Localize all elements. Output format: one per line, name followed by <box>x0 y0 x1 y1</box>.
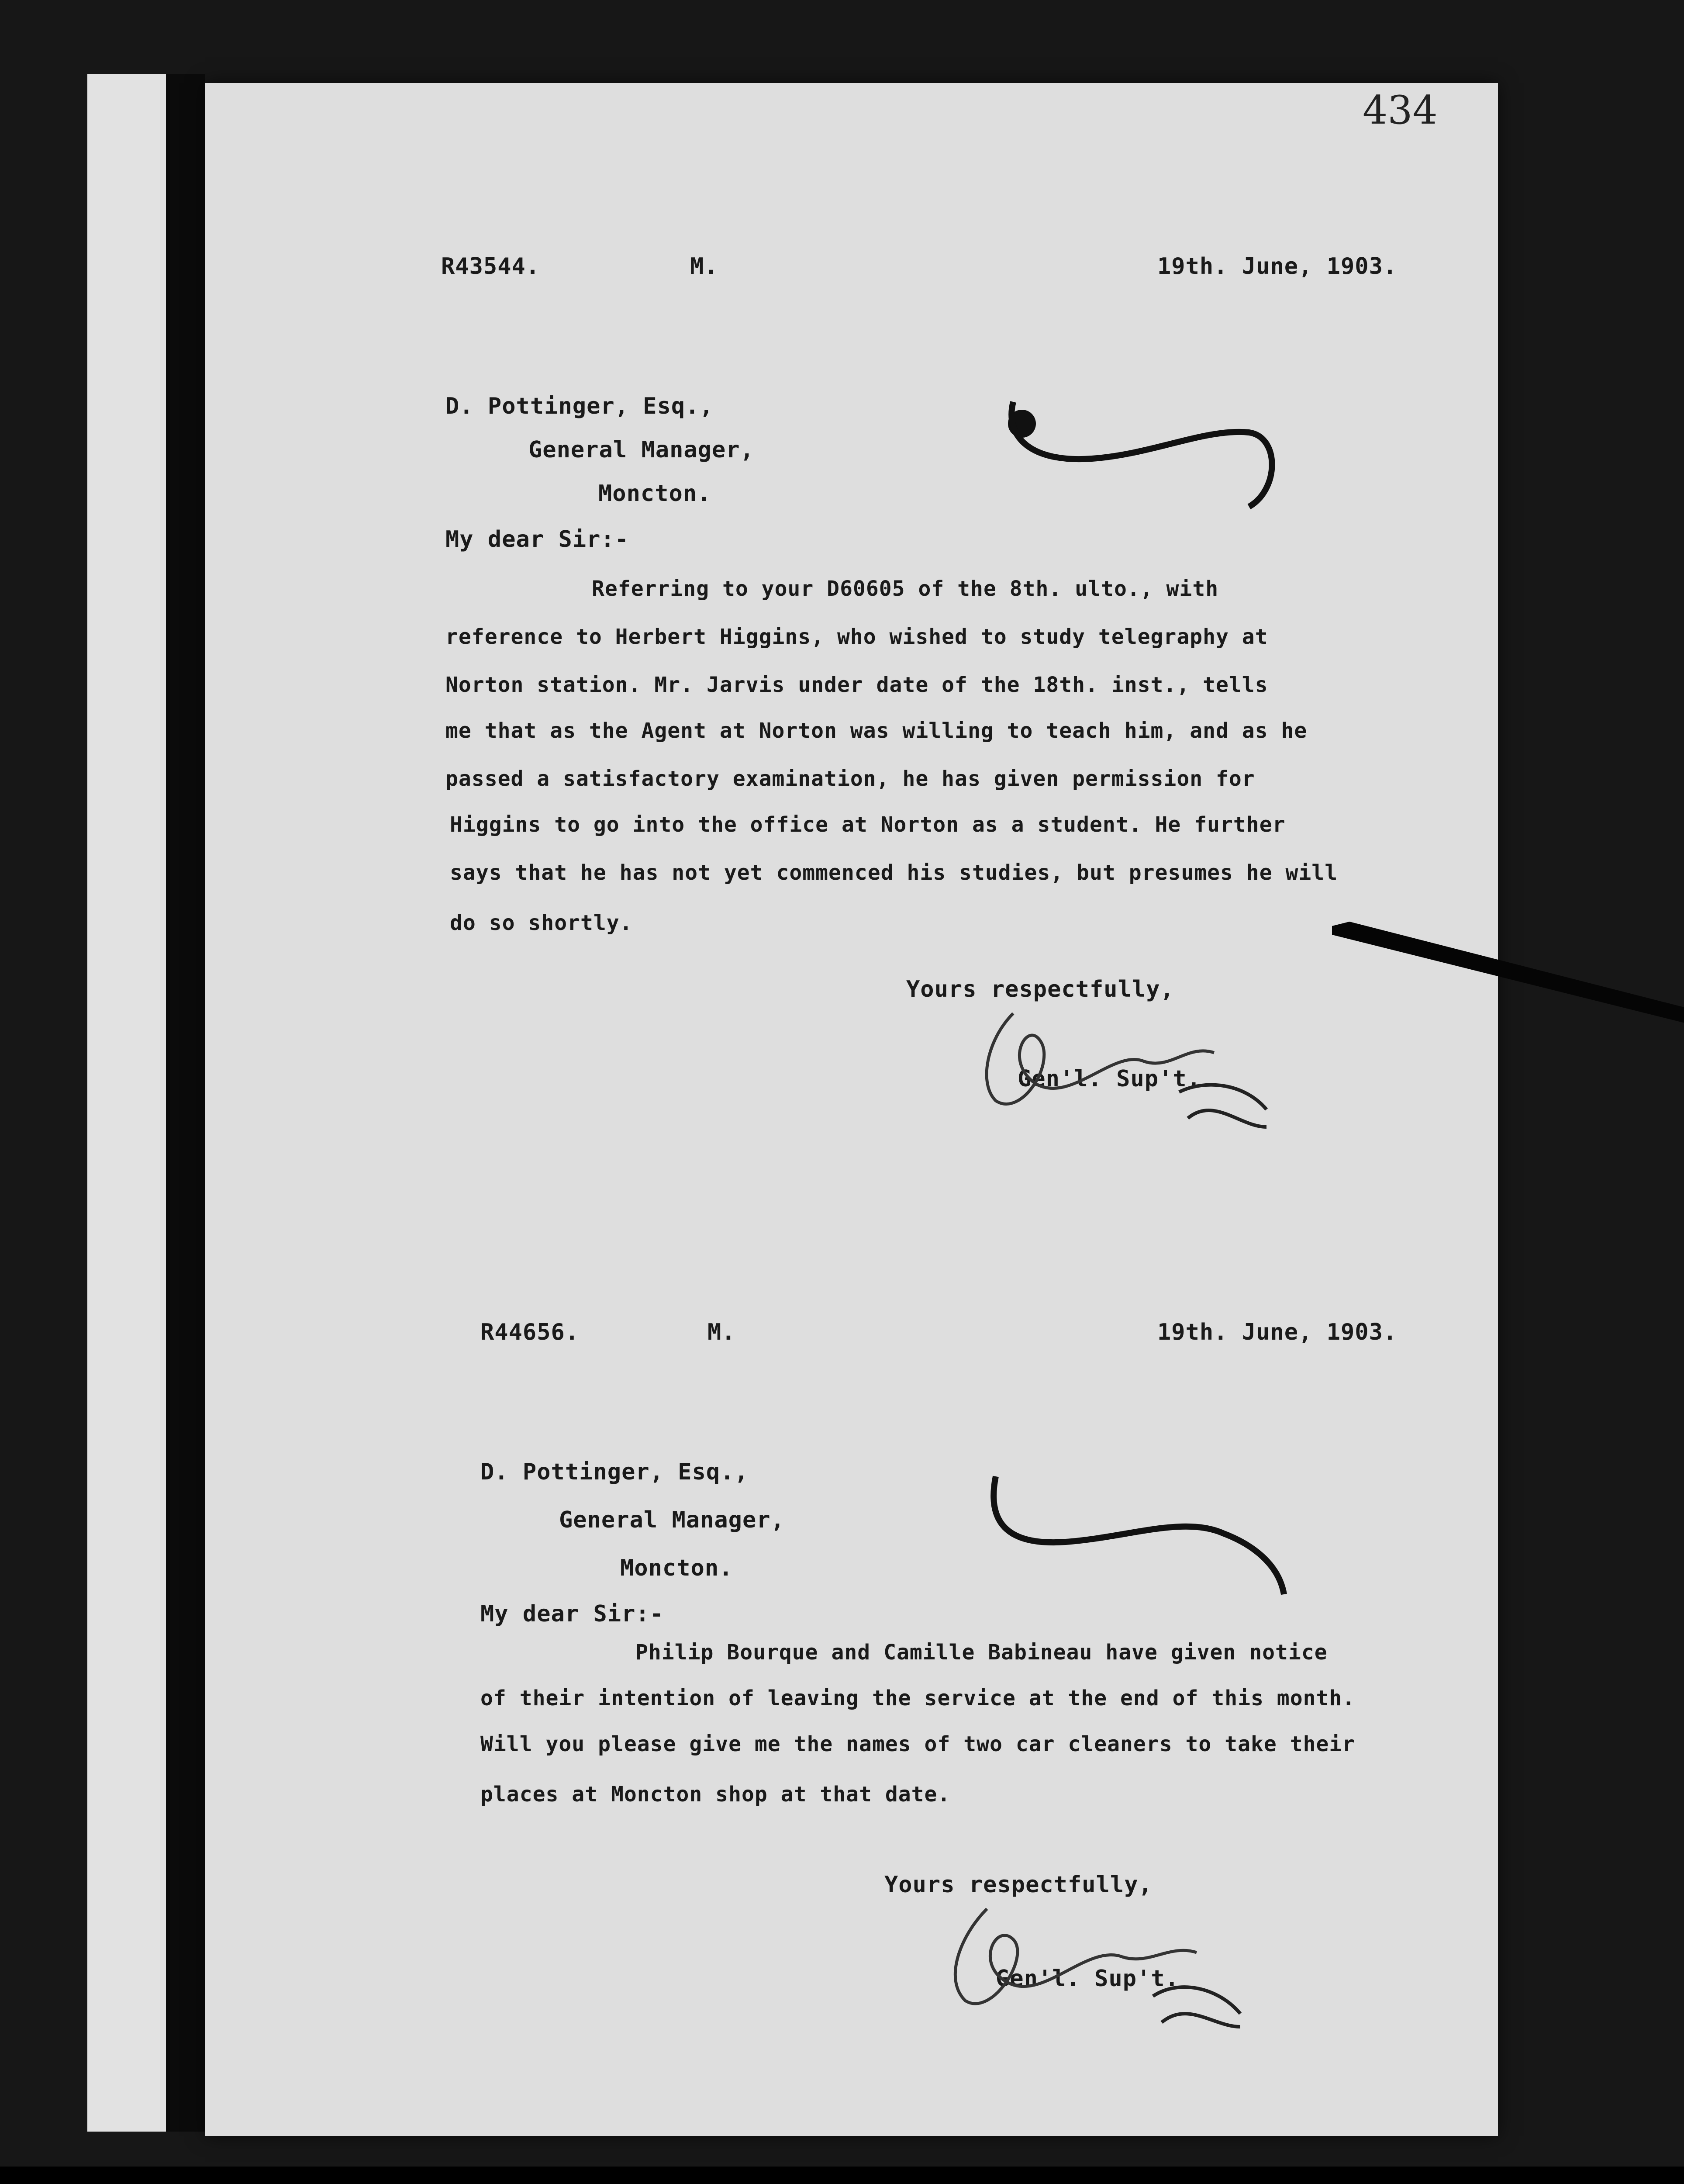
letter1-title: General Manager, <box>528 437 754 463</box>
letter2-body-line: Philip Bourque and Camille Babineau have given notice <box>635 1640 1328 1665</box>
letter2-title: General Manager, <box>559 1507 785 1533</box>
letter2-body-line: places at Moncton shop at that date. <box>480 1782 951 1807</box>
letter2-body-line: Will you please give me the names of two car cleaners to take their <box>480 1732 1356 1756</box>
letter2-date: 19th. June, 1903. <box>1157 1319 1398 1345</box>
letter2-flourish-mark <box>978 1468 1293 1599</box>
letter1-flourish-mark <box>978 376 1293 524</box>
letter2-salutation: My dear Sir:- <box>480 1601 664 1627</box>
letter1-addressee: D. Pottinger, Esq., <box>445 393 714 419</box>
letter2-signature-title: Gen'l. Sup't. <box>996 1966 1179 1992</box>
letter1-signature-title: Gen'l. Sup't. <box>1018 1066 1201 1092</box>
letter1-body-line: do so shortly. <box>450 911 633 935</box>
letter1-body-line: Higgins to go into the office at Norton as a student. He further <box>450 812 1286 837</box>
letter1-body-line: reference to Herbert Higgins, who wished to study telegraphy at <box>445 625 1268 649</box>
letter1-place: Moncton. <box>598 480 711 507</box>
letter1-body-line: me that as the Agent at Norton was willing to teach him, and as he <box>445 719 1308 743</box>
letter1-reference: R43544. <box>441 253 540 280</box>
letter1-date: 19th. June, 1903. <box>1157 253 1398 280</box>
letter2-mark: M. <box>707 1319 736 1345</box>
letterbook-binding <box>87 74 166 2132</box>
letter2-handwritten-signature <box>926 1891 1266 2035</box>
letter1-body-line: Norton station. Mr. Jarvis under date of the 18th. inst., tells <box>445 673 1268 697</box>
letter1-handwritten-signature <box>961 996 1293 1140</box>
letter2-addressee: D. Pottinger, Esq., <box>480 1459 749 1485</box>
letter1-body-line: says that he has not yet commenced his studies, but presumes he will <box>450 860 1338 885</box>
pencil-pointer <box>1332 909 1684 1031</box>
letter1-body-line: passed a satisfactory examination, he has given permission for <box>445 767 1255 791</box>
letter2-reference: R44656. <box>480 1319 580 1345</box>
letter1-body-line: Referring to your D60605 of the 8th. ulto., with <box>592 577 1219 601</box>
letter1-closing: Yours respectfully, <box>906 976 1174 1002</box>
page-number: 434 <box>1363 87 1438 133</box>
letter2-closing: Yours respectfully, <box>884 1872 1153 1898</box>
letter1-mark: M. <box>690 253 718 280</box>
letter2-place: Moncton. <box>620 1555 733 1581</box>
letter1-salutation: My dear Sir:- <box>445 526 629 553</box>
letter2-body-line: of their intention of leaving the service at the end of this month. <box>480 1686 1356 1711</box>
binding-shadow <box>166 74 205 2132</box>
letterbook-page <box>205 83 1498 2136</box>
